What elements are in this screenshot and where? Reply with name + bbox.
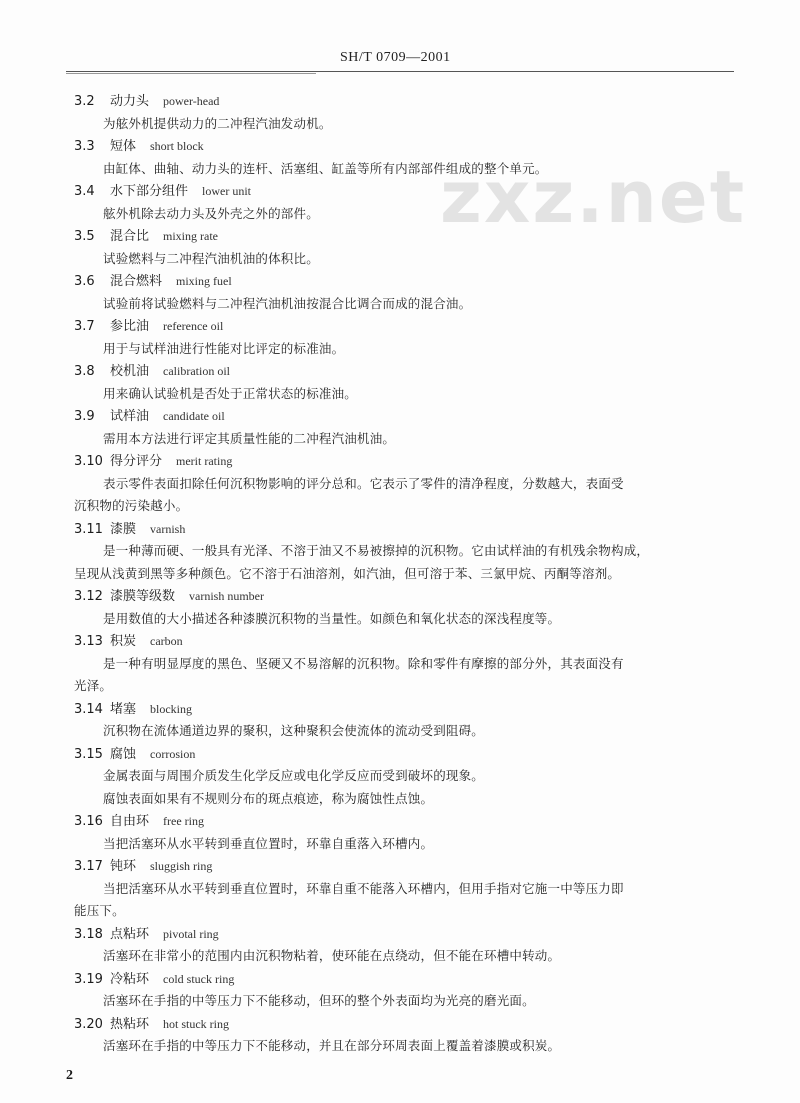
- term-chinese: 积炭: [110, 634, 137, 649]
- term-number: 3.16: [74, 814, 103, 829]
- definition-text: [103, 878, 743, 900]
- term-number: 3.20: [74, 1016, 103, 1032]
- definition-term: [74, 518, 744, 540]
- definition-term: [74, 1013, 744, 1035]
- definition-text-line: 舷外机除去动力头及外壳之外的部件。: [103, 205, 319, 221]
- term-chinese: 漆膜: [110, 521, 137, 537]
- definition-text-line: 是一种有明显厚度的黑色、坚硬又不易溶解的沉积物。除和零件有摩擦的部分外，其表面没有: [103, 655, 624, 671]
- definition-text: [103, 203, 743, 225]
- definition-text: [103, 473, 743, 495]
- definition-text-line: 是一种薄而硬、一般具有光泽、不溶于油又不易被擦掉的沉积物。它由试样油的有机残余物构成，: [103, 543, 650, 558]
- definition-term: [74, 90, 744, 112]
- term-chinese: 腐蚀: [110, 746, 137, 762]
- term-english: merit rating: [176, 454, 233, 468]
- definition-text: [103, 1035, 743, 1057]
- definition-text: [103, 990, 743, 1012]
- definition-text: [103, 383, 743, 405]
- definition-text: [103, 788, 743, 810]
- definition-text: [74, 675, 744, 697]
- definition-text: [103, 338, 743, 360]
- term-number: 3.14: [74, 701, 103, 717]
- definition-text: [74, 563, 744, 585]
- definition-text: [103, 653, 743, 675]
- term-number: 3.4: [74, 184, 95, 199]
- definition-text-line: 用于与试样油进行性能对比评定的标准油。: [103, 340, 345, 356]
- definition-term: [74, 225, 744, 247]
- term-chinese: 试样油: [110, 409, 150, 424]
- definition-term: [74, 450, 744, 472]
- term-number: 3.6: [74, 274, 95, 289]
- term-chinese: 堵塞: [110, 701, 137, 717]
- term-english: candidate oil: [163, 409, 225, 423]
- term-english: calibration oil: [163, 364, 230, 378]
- definition-term: [74, 743, 744, 765]
- term-chinese: 冷粘环: [110, 971, 150, 987]
- term-chinese: 漆膜等级数: [110, 589, 176, 604]
- definition-text-line: 腐蚀表面如果有不规则分布的斑点痕迹，称为腐蚀性点蚀。: [103, 790, 434, 806]
- term-english: short block: [150, 139, 204, 153]
- definition-text: [103, 833, 743, 855]
- definition-text-line: 用来确认试验机是否处于正常状态的标准油。: [103, 385, 358, 401]
- definition-term: [74, 698, 744, 720]
- term-chinese: 点粘环: [110, 926, 150, 942]
- definition-term: [74, 315, 744, 337]
- definition-term: [74, 360, 744, 382]
- definition-term: [74, 405, 744, 427]
- term-english: lower unit: [202, 184, 252, 198]
- definition-text: [103, 540, 743, 562]
- term-english: free ring: [163, 814, 204, 828]
- term-english: mixing rate: [163, 229, 218, 243]
- term-english: hot stuck ring: [163, 1016, 230, 1031]
- term-english: varnish number: [189, 589, 264, 603]
- header-divider: [66, 71, 734, 72]
- definition-text: [74, 900, 744, 922]
- definition-term: [74, 585, 744, 607]
- definition-text: [103, 158, 743, 180]
- definition-text-line: 沉积物在流体通道边界的聚积，这种聚积会使流体的流动受到阻碍。: [103, 723, 485, 738]
- term-english: pivotal ring: [163, 926, 219, 941]
- term-chinese: 得分评分: [110, 454, 163, 469]
- term-number: 3.11: [74, 521, 103, 537]
- definition-text-line: 为舷外机提供动力的二冲程汽油发动机。: [103, 115, 332, 131]
- definition-text: [103, 765, 743, 787]
- term-english: blocking: [150, 701, 193, 716]
- definition-text-line: 试验燃料与二冲程汽油机油的体积比。: [103, 250, 319, 266]
- definition-text-line: 金属表面与周围介质发生化学反应或电化学反应而受到破坏的现象。: [103, 768, 485, 783]
- term-english: sluggish ring: [150, 859, 213, 873]
- definition-term: [74, 923, 744, 945]
- definition-term: [74, 855, 744, 877]
- definition-text-line: 活塞环在手指的中等压力下不能移动，并且在部分环周表面上覆盖着漆膜或积炭。: [103, 1038, 561, 1053]
- definition-text-line: 能压下。: [74, 903, 125, 918]
- definition-term: [74, 810, 744, 832]
- term-chinese: 混合燃料: [110, 274, 163, 289]
- term-english: reference oil: [163, 319, 224, 333]
- term-english: cold stuck ring: [163, 971, 235, 986]
- term-number: 3.5: [74, 229, 95, 244]
- term-english: mixing fuel: [176, 274, 232, 288]
- term-english: carbon: [150, 634, 183, 648]
- term-number: 3.17: [74, 859, 103, 874]
- term-number: 3.2: [74, 94, 95, 109]
- term-number: 3.13: [74, 634, 103, 649]
- definition-text-line: 呈现从浅黄到黑等多种颜色。它不溶于石油溶剂，如汽油，但可溶于苯、三氯甲烷、丙酮等溶剂。: [74, 565, 621, 581]
- term-number: 3.15: [74, 746, 103, 762]
- definition-term: [74, 135, 744, 157]
- term-english: power-head: [163, 94, 220, 108]
- term-english: varnish: [150, 521, 186, 536]
- watermark: zxz.net: [440, 155, 747, 239]
- definition-text: [103, 113, 743, 135]
- definition-text: [103, 720, 743, 742]
- term-chinese: 动力头: [110, 94, 150, 109]
- definition-text: [103, 608, 743, 630]
- definition-text-line: 沉积物的污染越小。: [74, 498, 189, 513]
- definition-text-line: 活塞环在非常小的范围内由沉积物粘着，使环能在点绕动，但不能在环槽中转动。: [103, 948, 561, 963]
- definition-text: [103, 428, 743, 450]
- definition-text: [74, 495, 744, 517]
- term-chinese: 钝环: [110, 859, 137, 874]
- definition-text: [103, 248, 743, 270]
- term-number: 3.10: [74, 454, 103, 469]
- definition-term: [74, 270, 744, 292]
- definition-text-line: 由缸体、曲轴、动力头的连杆、活塞组、缸盖等所有内部部件组成的整个单元。: [103, 160, 548, 176]
- term-number: 3.18: [74, 926, 103, 942]
- term-english: corrosion: [150, 746, 196, 761]
- page-number: 2: [66, 1068, 73, 1083]
- definition-term: [74, 968, 744, 990]
- term-chinese: 参比油: [110, 319, 150, 334]
- definition-text-line: 是用数值的大小描述各种漆膜沉积物的当量性。如颜色和氧化状态的深浅程度等。: [103, 610, 561, 626]
- term-number: 3.12: [74, 589, 103, 604]
- term-number: 3.7: [74, 319, 95, 334]
- definition-text-line: 表示零件表面扣除任何沉积物影响的评分总和。它表示了零件的清净程度，分数越大，表面受: [103, 475, 624, 491]
- standard-code-header: SH/T 0709—2001: [340, 50, 451, 65]
- term-chinese: 校机油: [110, 364, 150, 379]
- term-number: 3.8: [74, 364, 95, 379]
- definition-text-line: 当把活塞环从水平转到垂直位置时，环靠自重落入环槽内。: [103, 835, 434, 851]
- definition-text-line: 光泽。: [74, 678, 113, 693]
- definition-text-line: 试验前将试验燃料与二冲程汽油机油按混合比调合而成的混合油。: [103, 295, 472, 311]
- term-chinese: 自由环: [110, 814, 150, 829]
- definition-term: [74, 180, 744, 202]
- definition-text-line: 当把活塞环从水平转到垂直位置时，环靠自重不能落入环槽内，但用手指对它施一中等压力即: [103, 880, 624, 896]
- definition-term: [74, 630, 744, 652]
- term-chinese: 热粘环: [110, 1016, 150, 1032]
- term-chinese: 水下部分组件: [110, 184, 189, 199]
- term-number: 3.9: [74, 409, 95, 424]
- term-chinese: 短体: [110, 139, 137, 154]
- header-divider-secondary: [66, 73, 316, 74]
- definition-text: [103, 293, 743, 315]
- definition-text: [103, 945, 743, 967]
- term-number: 3.3: [74, 139, 95, 154]
- term-number: 3.19: [74, 971, 103, 987]
- definition-text-line: 活塞环在手指的中等压力下不能移动，但环的整个外表面均为光亮的磨光面。: [103, 993, 535, 1008]
- term-chinese: 混合比: [110, 229, 150, 244]
- definition-text-line: 需用本方法进行评定其质量性能的二冲程汽油机油。: [103, 430, 396, 446]
